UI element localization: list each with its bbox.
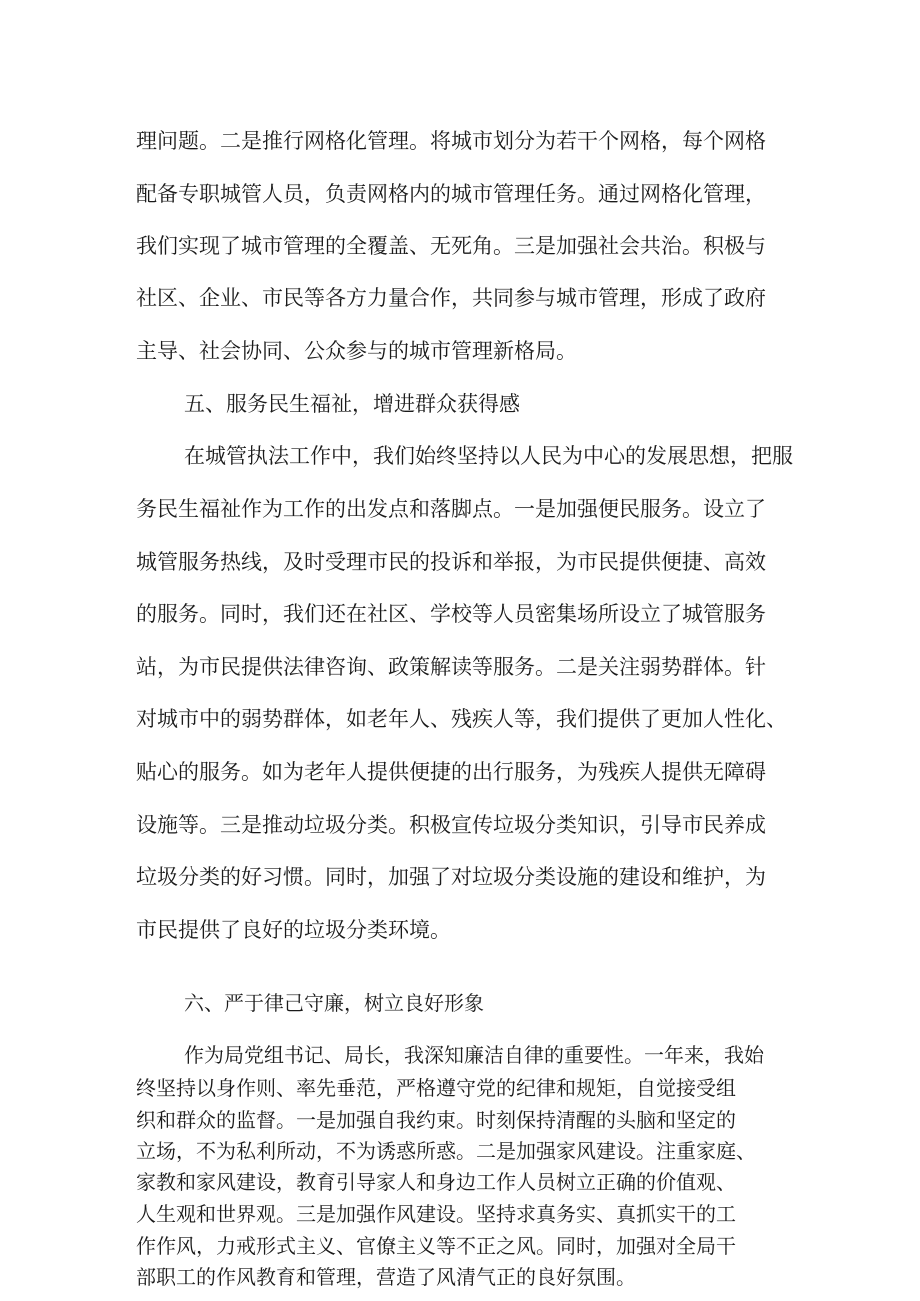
section-heading-6: 六、严于律己守廉，树立良好形象 xyxy=(184,991,484,1015)
paragraph-line: 城管服务热线，及时受理市民的投诉和举报，为市民提供便捷、高效 xyxy=(136,550,766,574)
paragraph-line: 市民提供了良好的垃圾分类环境。 xyxy=(136,918,451,942)
paragraph-line: 理问题。二是推行网格化管理。将城市划分为若干个网格，每个网格 xyxy=(136,129,766,153)
paragraph-line: 部职工的作风教育和管理，营造了风清气正的良好氛围。 xyxy=(136,1265,636,1289)
paragraph-line: 在城管执法工作中，我们始终坚持以人民为中心的发展思想，把服 xyxy=(184,444,793,468)
paragraph-line: 的服务。同时，我们还在社区、学校等人员密集场所设立了城管服务 xyxy=(136,602,766,626)
paragraph-line: 人生观和世界观。三是加强作风建设。坚持求真务实、真抓实干的工 xyxy=(136,1202,736,1226)
paragraph-line: 对城市中的弱势群体，如老年人、残疾人等，我们提供了更加人性化、 xyxy=(136,707,787,731)
paragraph-line: 立场，不为私利所动，不为诱惑所惑。二是加强家风建设。注重家庭、 xyxy=(136,1139,756,1163)
paragraph-line: 贴心的服务。如为老年人提供便捷的出行服务，为残疾人提供无障碍 xyxy=(136,760,766,784)
paragraph-line: 务民生福祉作为工作的出发点和落脚点。一是加强便民服务。设立了 xyxy=(136,497,766,521)
paragraph-line: 终坚持以身作则、率先垂范，严格遵守党的纪律和规矩，自觉接受组 xyxy=(136,1076,736,1100)
paragraph-line: 配备专职城管人员，负责网格内的城市管理任务。通过网格化管理， xyxy=(136,182,766,206)
paragraph-line: 我们实现了城市管理的全覆盖、无死角。三是加强社会共治。积极与 xyxy=(136,234,766,258)
paragraph-line: 主导、社会协同、公众参与的城市管理新格局。 xyxy=(136,339,577,363)
paragraph-line: 作作风，力戒形式主义、官僚主义等不正之风。同时，加强对全局干 xyxy=(136,1234,736,1258)
paragraph-line: 社区、企业、市民等各方力量合作，共同参与城市管理，形成了政府 xyxy=(136,286,766,310)
paragraph-line: 作为局党组书记、局长，我深知廉洁自律的重要性。一年来，我始 xyxy=(184,1043,764,1067)
paragraph-line: 垃圾分类的好习惯。同时，加强了对垃圾分类设施的建设和维护，为 xyxy=(136,865,766,889)
paragraph-line: 设施等。三是推动垃圾分类。积极宣传垃圾分类知识，引导市民养成 xyxy=(136,813,766,837)
paragraph-line: 家教和家风建设，教育引导家人和身边工作人员树立正确的价值观、 xyxy=(136,1170,736,1194)
paragraph-line: 站，为市民提供法律咨询、政策解读等服务。二是关注弱势群体。针 xyxy=(136,655,766,679)
paragraph-line: 织和群众的监督。一是加强自我约束。时刻保持清醒的头脑和坚定的 xyxy=(136,1108,736,1132)
section-heading-5: 五、服务民生福祉，增进群众获得感 xyxy=(184,392,520,416)
